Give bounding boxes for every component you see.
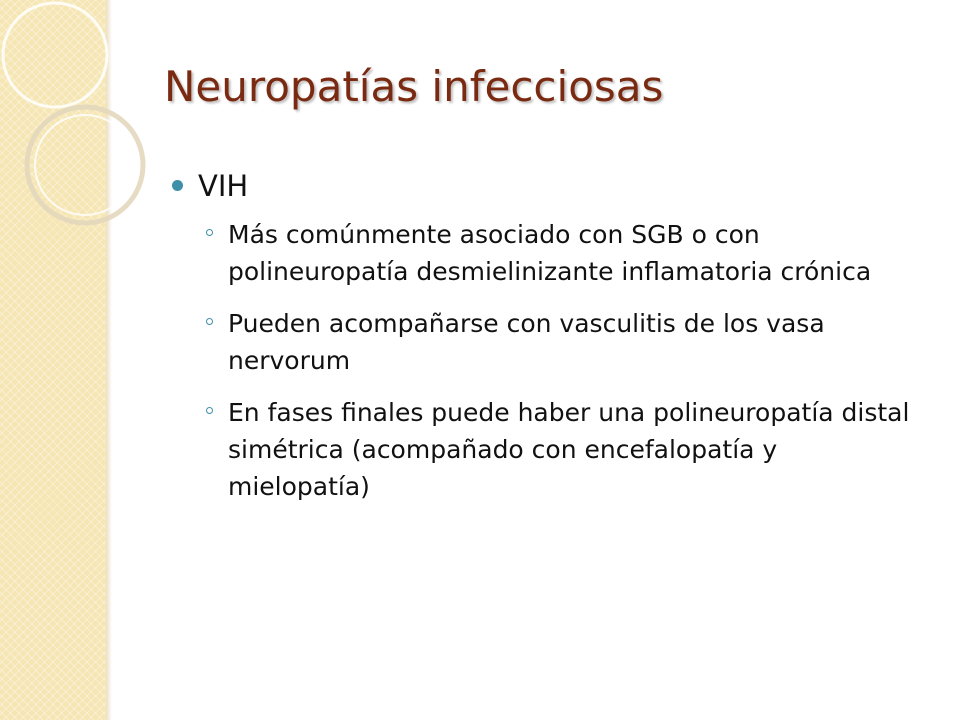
sub-bullet-text: Pueden acompañarse con vasculitis de los vasa nervorum xyxy=(228,309,825,375)
bullet-vih xyxy=(170,160,910,212)
sub-bullet-list xyxy=(170,216,910,505)
bullet-label: VIH xyxy=(198,169,249,203)
sub-bullet-item xyxy=(170,305,910,379)
decorative-circle-large xyxy=(3,3,107,107)
sub-bullet-ring-icon xyxy=(206,407,213,414)
slide-content xyxy=(170,160,910,520)
decorative-circles xyxy=(0,0,180,260)
sub-bullet-text: Más comúnmente asociado con SGB o con polineuropatía desmielinizante inflamatoria crónica xyxy=(228,220,872,286)
bullet-dot-icon xyxy=(172,180,183,191)
slide-title: Neuropatías infecciosas xyxy=(164,62,664,111)
decorative-circle-medium xyxy=(27,107,143,223)
sub-bullet-text: En fases finales puede haber una polineuropatía distal simétrica (acompañado con encefalopatía y mielopatía) xyxy=(228,398,910,501)
sub-bullet-item xyxy=(170,394,910,505)
sub-bullet-item xyxy=(170,216,910,290)
sub-bullet-ring-icon xyxy=(206,318,213,325)
decorative-circle-inner xyxy=(35,115,135,215)
sub-bullet-ring-icon xyxy=(206,229,213,236)
